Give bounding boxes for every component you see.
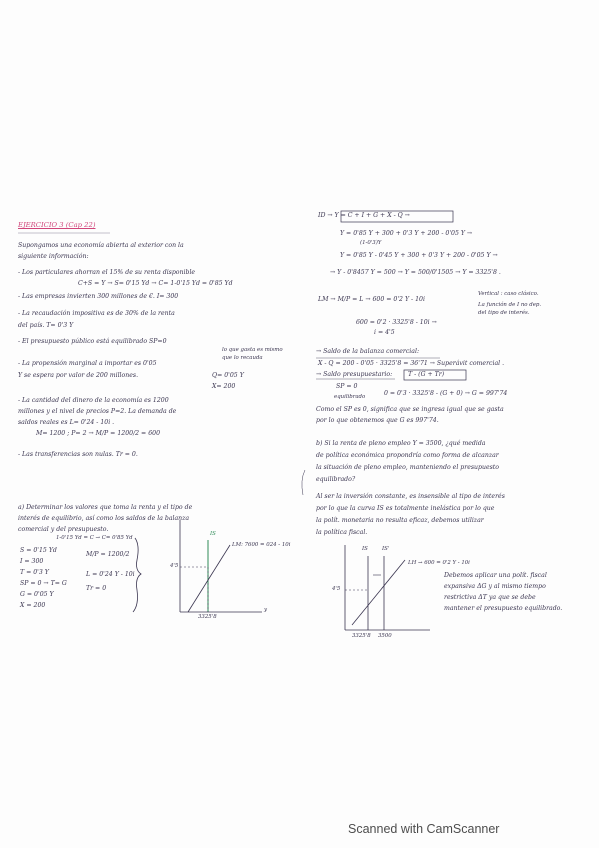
bullet-money-1: - La cantidad del dinero de la economía es 1200 [18, 397, 169, 404]
right-graph-income-1: 3325'8 [352, 633, 371, 639]
money-eq: M= 1200 ; P= 2 → M/P = 1200/2 = 600 [36, 430, 161, 437]
id-solution: → Y - 0'8457 Y = 500 → Y = 500/0'1505 → Y = 3325'8 . [330, 269, 501, 276]
bullet-money-2: millones y el nivel de precios P=2. La demanda de [18, 408, 177, 415]
data-exports: X = 200 [20, 602, 46, 609]
trade-balance-eq: X - Q = 200 - 0'05 · 3325'8 = 36'71 → Superávit comercial . [318, 360, 505, 367]
budget-note-2: que lo recauda [222, 355, 263, 361]
budget-eq: 0 = 0'3 · 3325'8 - (G + 0) → G = 997'74 [384, 390, 508, 397]
bullet-investment: - Las empresas invierten 300 millones de €. I= 300 [18, 293, 179, 300]
intro-line-2: siguiente información: [18, 253, 89, 260]
data-taxes: T = 0'3 Y [20, 569, 49, 576]
budget-balance-title: → Saldo presupuestario: [316, 371, 393, 378]
exports-eq: X= 200 [212, 383, 236, 390]
vertical-note-1: Vertical : caso clásico. [478, 291, 539, 297]
right-graph-is-prime: IS' [382, 546, 390, 552]
id-disposable: (1-0'3)Y [360, 240, 382, 246]
question-b-1: b) Si la renta de pleno empleo Y = 3500, ¿qué medida [316, 440, 486, 447]
trade-balance-title: → Saldo de la balanza comercial: [316, 348, 420, 355]
answer-policy-2: expansiva ΔG y al mismo tiempo [444, 583, 546, 590]
id-equation: ID → Y = C + I + G + X - Q → [318, 212, 410, 219]
vertical-note-2: La función de I no dep. [478, 302, 542, 308]
bullet-savings-eq: C+S = Y → S= 0'15 Yd → C= 1-0'15 Yd = 0'85 Yd [78, 280, 233, 287]
budget-explanation-2: por lo que obtenemos que G es 997'74. [316, 417, 439, 424]
lm-equation: LM → M/P = L → 600 = 0'2 Y - 10i [318, 296, 425, 303]
bullet-savings: - Los particulares ahorran el 15% de su renta disponible [18, 269, 196, 276]
bullet-taxes-2: del país. T= 0'3 Y [18, 322, 74, 329]
data-savings: S = 0'15 Yd [20, 547, 57, 554]
right-graph-lm: LH → 600 = 0'2 Y - 10i [408, 560, 470, 566]
data-investment: I = 300 [20, 558, 44, 565]
answer-b-4: la política fiscal. [316, 529, 368, 536]
budget-balance-formula: T - (G + Tr) [408, 371, 445, 378]
data-transfers: Tr = 0 [86, 585, 107, 592]
question-b-4: equilibrado? [316, 476, 356, 483]
question-a-eq: 1-0'15 Yd = C → C= 0'85 Yd [56, 535, 133, 541]
exercise-title: EJERCICIO 3 (Cap 22) [18, 221, 96, 229]
right-graph-is: IS [362, 546, 368, 552]
question-a-2: interés de equilibrio, así como los saldos de la balanza [18, 515, 190, 522]
data-money-demand: L = 0'24 Y - 10i [86, 571, 135, 578]
left-graph-rate: 4'5 [170, 563, 179, 569]
budget-explanation-1: Como el SP es 0, significa que se ingresa igual que se gasta [316, 406, 504, 413]
id-expansion-2: Y = 0'85 Y - 0'45 Y + 300 + 0'3 Y + 200 - 0'05 Y → [340, 252, 498, 259]
camscanner-watermark: Scanned with CamScanner [348, 822, 500, 836]
data-imports: G = 0'05 Y [20, 591, 54, 598]
lm-rate: i = 4'5 [374, 329, 395, 336]
vertical-note-3: del tipo de interés. [478, 310, 530, 316]
left-graph-is-label: IS [210, 531, 216, 537]
budget-balanced-note: equilibrado [334, 394, 366, 400]
left-graph-lm-label: LM: 7600 = 024 - 10i [232, 542, 291, 548]
right-graph-rate: 4'5 [332, 586, 341, 592]
answer-b-3: la polít. monetaria no resulta eficaz, debemos utilizar [316, 517, 484, 524]
answer-policy-1: Debemos aplicar una polít. fiscal [444, 572, 547, 579]
left-graph-xlabel: y [264, 607, 268, 613]
bullet-exports: Y se espera por valor de 200 millones. [18, 372, 139, 379]
bullet-budget: - El presupuesto público está equilibrado SP=0 [18, 338, 167, 345]
answer-policy-4: mantener el presupuesto equilibrado. [444, 605, 563, 612]
question-b-3: la situación de pleno empleo, manteniendo el presupuesto [316, 464, 500, 471]
answer-b-2: por lo que la curva IS es totalmente inelástica por lo que [316, 505, 495, 512]
id-expansion: Y = 0'85 Y + 300 + 0'3 Y + 200 - 0'05 Y → [340, 230, 473, 237]
budget-sp-zero: SP = 0 [336, 383, 358, 390]
question-a-1: a) Determinar los valores que toma la renta y el tipo de [18, 504, 193, 511]
lm-substitution: 600 = 0'2 · 3325'8 - 10i → [356, 319, 437, 326]
answer-policy-3: restrictiva ΔT ya que se debe [444, 594, 536, 601]
data-money-ratio: M/P = 1200/2 [86, 551, 130, 558]
bullet-taxes-1: - La recaudación impositiva es de 30% de la renta [18, 310, 175, 317]
question-b-2: de política económica propondría como forma de alcanzar [316, 452, 499, 459]
left-graph-income: 3325'8 [198, 614, 217, 620]
imports-eq: Q= 0'05 Y [212, 372, 244, 379]
bullet-money-3: saldos reales es L= 0'24 - 10i . [18, 419, 115, 426]
right-graph-income-2: 3500 [378, 633, 392, 639]
budget-note-1: lo que gasta es mismo [222, 347, 283, 353]
intro-line-1: Supongamos una economía abierta al exterior con la [18, 242, 184, 249]
answer-b-1: Al ser la inversión constante, es insensible al tipo de interés [316, 493, 505, 500]
question-a-3: comercial y del presupuesto. [18, 526, 109, 533]
bullet-transfers: - Las transferencias son nulas. Tr = 0. [18, 451, 138, 458]
data-budget: SP = 0 → T= G [20, 580, 67, 587]
bullet-imports: - La propensión marginal a importar es 0'05 [18, 360, 157, 367]
